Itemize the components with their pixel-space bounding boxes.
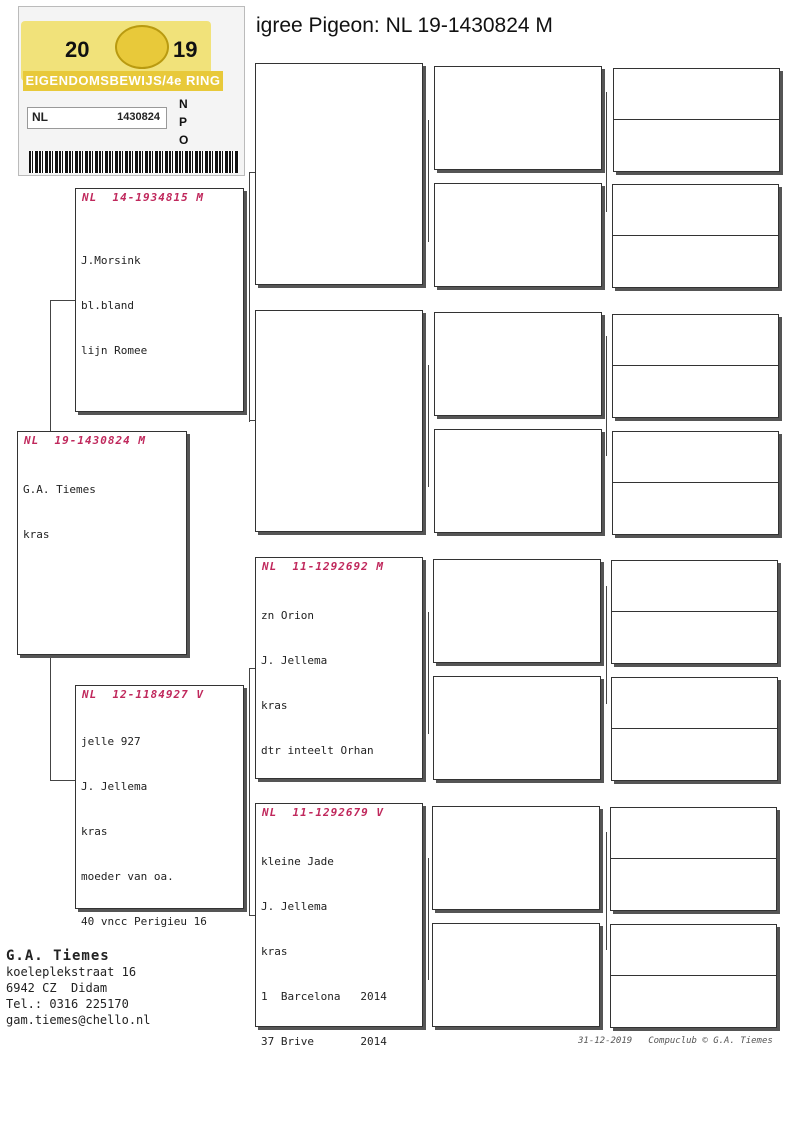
- breeder-name: G.A. Tiemes: [6, 948, 110, 964]
- pigeon-card-subject: [17, 431, 187, 655]
- pigeon-card-gen3: [433, 559, 601, 663]
- detail-line: 40 vncc Perigieu 16: [81, 915, 207, 928]
- pigeon-card-gen4-pair: [610, 924, 777, 1028]
- pigeon-details: [23, 452, 96, 572]
- detail-line: lijn Romee: [81, 344, 148, 357]
- pigeon-details: [261, 578, 374, 788]
- footer-date: 31-12-2019: [578, 1036, 633, 1046]
- detail-line: J. Jellema: [261, 654, 328, 667]
- sticker-logo-letter: N: [179, 97, 188, 111]
- connector-line: [428, 612, 429, 734]
- connector-line: [50, 300, 51, 432]
- pigeon-details: [81, 704, 207, 959]
- detail-line: 1 Barcelona 2014: [261, 990, 387, 1003]
- detail-line: 37 Brive 2014: [261, 1035, 387, 1048]
- connector-line: [428, 858, 429, 980]
- connector-line: [249, 668, 250, 916]
- barcode-icon: [29, 151, 239, 173]
- pigeon-card-gen3: [434, 312, 602, 416]
- pigeon-card-gen4-pair: [612, 431, 779, 535]
- detail-line: J.Morsink: [81, 254, 141, 267]
- pigeon-card-gen3: [434, 183, 602, 287]
- sticker-banner: EIGENDOMSBEWIJS/4e RING: [23, 71, 223, 91]
- detail-line: kras: [81, 825, 108, 838]
- sticker-logo-letter: P: [179, 115, 188, 129]
- pair-divider: [613, 235, 778, 236]
- sticker-year-left: 20: [65, 37, 90, 62]
- page-footer: [578, 1036, 773, 1046]
- pair-divider: [613, 482, 778, 483]
- connector-line: [606, 92, 607, 212]
- ring-certificate-sticker: [18, 6, 245, 176]
- breeder-phone: Tel.: 0316 225170: [6, 997, 129, 1011]
- pigeon-details: [261, 824, 387, 1079]
- detail-line: jelle 927: [81, 735, 141, 748]
- pair-divider: [611, 858, 776, 859]
- footer-credit: Compuclub © G.A. Tiemes: [648, 1036, 773, 1046]
- connector-line: [50, 300, 76, 301]
- detail-line: zn Orion: [261, 609, 314, 622]
- pigeon-card-gen4-pair: [611, 677, 778, 781]
- detail-line: G.A. Tiemes: [23, 483, 96, 496]
- breeder-contact: [6, 948, 151, 1028]
- detail-line: kras: [261, 699, 288, 712]
- ring-number: NL 14-1934815 M: [82, 191, 204, 204]
- pigeon-card-gen3: [434, 66, 602, 170]
- ring-number: NL 12-1184927 V: [82, 688, 204, 701]
- connector-line: [606, 832, 607, 950]
- connector-line: [50, 654, 51, 780]
- breeder-city: 6942 CZ Didam: [6, 981, 108, 995]
- page-title: igree Pigeon: NL 19-1430824 M: [256, 14, 553, 37]
- sticker-ring-number: 1430824: [117, 111, 160, 123]
- pigeon-card-gen3: [432, 806, 600, 910]
- pigeon-card-sire: [75, 188, 244, 412]
- sticker-country: NL: [32, 110, 48, 124]
- breeder-street: koeleplekstraat 16: [6, 965, 137, 979]
- pigeon-card-gen4-pair: [611, 560, 778, 664]
- connector-line: [428, 120, 429, 242]
- pigeon-card-gen3: [432, 923, 600, 1027]
- pigeon-card-gen3: [433, 676, 601, 780]
- detail-line: kras: [23, 528, 50, 541]
- pigeon-card-gen3: [434, 429, 602, 533]
- detail-line: J. Jellema: [81, 780, 148, 793]
- pair-divider: [614, 119, 779, 120]
- pigeon-card-gen4-pair: [612, 184, 779, 288]
- breeder-email: gam.tiemes@chello.nl: [6, 1013, 151, 1027]
- detail-line: J. Jellema: [261, 900, 328, 913]
- detail-line: bl.bland: [81, 299, 134, 312]
- pair-divider: [612, 611, 777, 612]
- detail-line: moeder van oa.: [81, 870, 174, 883]
- pigeon-card-dam-dam: [255, 803, 423, 1048]
- ring-number: NL 11-1292679 V: [262, 806, 384, 819]
- detail-line: kleine Jade: [261, 855, 334, 868]
- pigeon-card-dam: [75, 685, 244, 928]
- detail-line: dtr inteelt Orhan: [261, 744, 374, 757]
- pair-divider: [611, 975, 776, 976]
- pigeon-card-dam-sire: [255, 557, 423, 779]
- ring-number: NL 19-1430824 M: [24, 434, 146, 447]
- ring-number: NL 11-1292692 M: [262, 560, 384, 573]
- detail-line: kras: [261, 945, 288, 958]
- sticker-year-right: 19: [173, 37, 198, 62]
- pigeon-card-gen4-pair: [613, 68, 780, 172]
- pigeon-card-gen4-pair: [610, 807, 777, 911]
- pigeon-card-sire-dam: [255, 310, 423, 532]
- sticker-ring-field: [27, 107, 167, 129]
- connector-line: [428, 365, 429, 487]
- connector-line: [249, 172, 250, 422]
- connector-line: [606, 336, 607, 456]
- sticker-logo-letter: O: [179, 133, 189, 147]
- pigeon-card-sire-sire: [255, 63, 423, 285]
- club-emblem-icon: [115, 25, 169, 69]
- pigeon-card-gen4-pair: [612, 314, 779, 418]
- connector-line: [606, 586, 607, 704]
- pigeon-details: [81, 223, 147, 388]
- pair-divider: [613, 365, 778, 366]
- pair-divider: [612, 728, 777, 729]
- connector-line: [50, 780, 76, 781]
